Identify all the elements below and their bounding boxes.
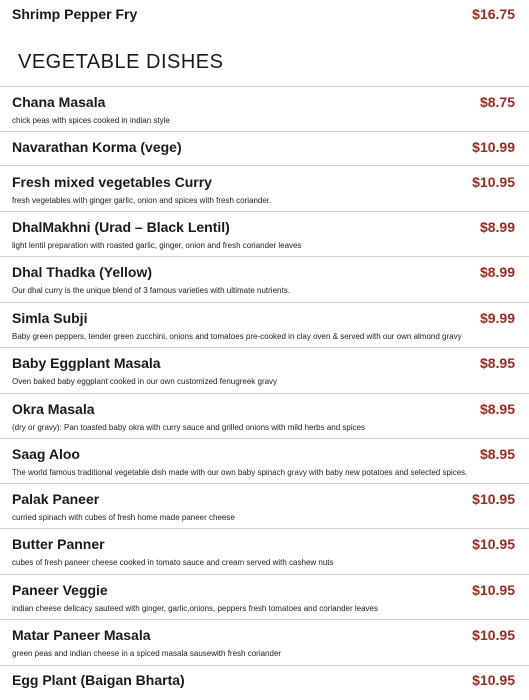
item-price: $8.75	[479, 94, 515, 110]
item-name: Matar Paneer Masala	[12, 627, 151, 643]
item-name: Chana Masala	[12, 94, 106, 110]
divider	[0, 665, 529, 666]
item-description: Baby green peppers, tender green zucchini, onions and tomatoes pre-cooked in clay oven & served with our own almond gravy	[12, 332, 462, 341]
item-name: Palak Paneer	[12, 491, 100, 507]
item-description: light lentil preparation with roasted garlic, ginger, onion and fresh coriander leaves	[12, 241, 302, 250]
item-name: Egg Plant (Baigan Bharta)	[12, 672, 185, 688]
divider	[0, 528, 529, 529]
item-name: Fresh mixed vegetables Curry	[12, 174, 212, 190]
item-name: Okra Masala	[12, 401, 95, 417]
item-price: $9.99	[479, 310, 515, 326]
item-price: $8.99	[479, 219, 515, 235]
item-description: (dry or gravy): Pan toasted baby okra with curry sauce and grilled onions with mild herbs and spices	[12, 423, 366, 432]
item-price: $10.95	[472, 174, 515, 190]
item-name: Butter Panner	[12, 536, 105, 552]
divider	[0, 438, 529, 439]
divider	[0, 256, 529, 257]
item-name: Paneer Veggie	[12, 582, 108, 598]
divider	[0, 302, 529, 303]
item-name: Baby Eggplant Masala	[12, 355, 161, 371]
divider	[0, 574, 529, 575]
divider	[0, 483, 529, 484]
item-price: $10.99	[472, 139, 515, 155]
item-price: $8.99	[479, 264, 515, 280]
divider	[0, 165, 529, 166]
item-name: Dhal Thadka (Yellow)	[12, 264, 153, 280]
item-price: $16.75	[472, 6, 515, 22]
item-name: Saag Aloo	[12, 446, 80, 462]
item-description: indian cheese delicacy sauteed with ginger, garlic,onions, peppers fresh tomatoes and coriander leaves	[12, 604, 378, 613]
item-description: curried spinach with cubes of fresh home made paneer cheese	[12, 513, 235, 522]
divider	[0, 211, 529, 212]
item-price: $8.95	[479, 355, 515, 371]
item-price: $10.95	[472, 491, 515, 507]
item-description: cubes of fresh paneer cheese cooked in tomato sauce and cream served with cashew nuts	[12, 558, 334, 567]
item-price: $10.95	[472, 536, 515, 552]
divider	[0, 619, 529, 620]
item-price: $10.95	[472, 627, 515, 643]
item-price: $10.95	[472, 582, 515, 598]
item-name: DhalMakhni (Urad – Black Lentil)	[12, 219, 230, 235]
menu-item-shrimp-pepper-fry	[12, 6, 515, 26]
item-price: $10.95	[472, 672, 515, 688]
section-title: VEGETABLE DISHES	[18, 51, 224, 73]
divider	[0, 86, 529, 87]
item-price: $8.95	[479, 446, 515, 462]
divider	[0, 131, 529, 132]
item-description: The world famous traditional vegetable dish made with our own baby spinach gravy with baby new potatoes and selected spices.	[12, 468, 468, 477]
item-description: Oven baked baby eggplant cooked in our own customized fenugreek gravy	[12, 377, 278, 386]
item-description: Our dhal curry is the unique blend of 3 famous varieties with ultimate nutrients.	[12, 286, 290, 295]
item-name: Simla Subji	[12, 310, 88, 326]
item-description: green peas and indian cheese in a spiced masala sausewith fresh coriander	[12, 649, 282, 658]
item-name: Shrimp Pepper Fry	[12, 6, 138, 22]
item-description: chick peas with spices cooked in indian style	[12, 116, 170, 125]
item-price: $8.95	[479, 401, 515, 417]
item-description: fresh vegetables with ginger garlic, onion and spices with fresh coriander.	[12, 196, 272, 205]
divider	[0, 393, 529, 394]
item-name: Navarathan Korma (vege)	[12, 139, 182, 155]
divider	[0, 347, 529, 348]
